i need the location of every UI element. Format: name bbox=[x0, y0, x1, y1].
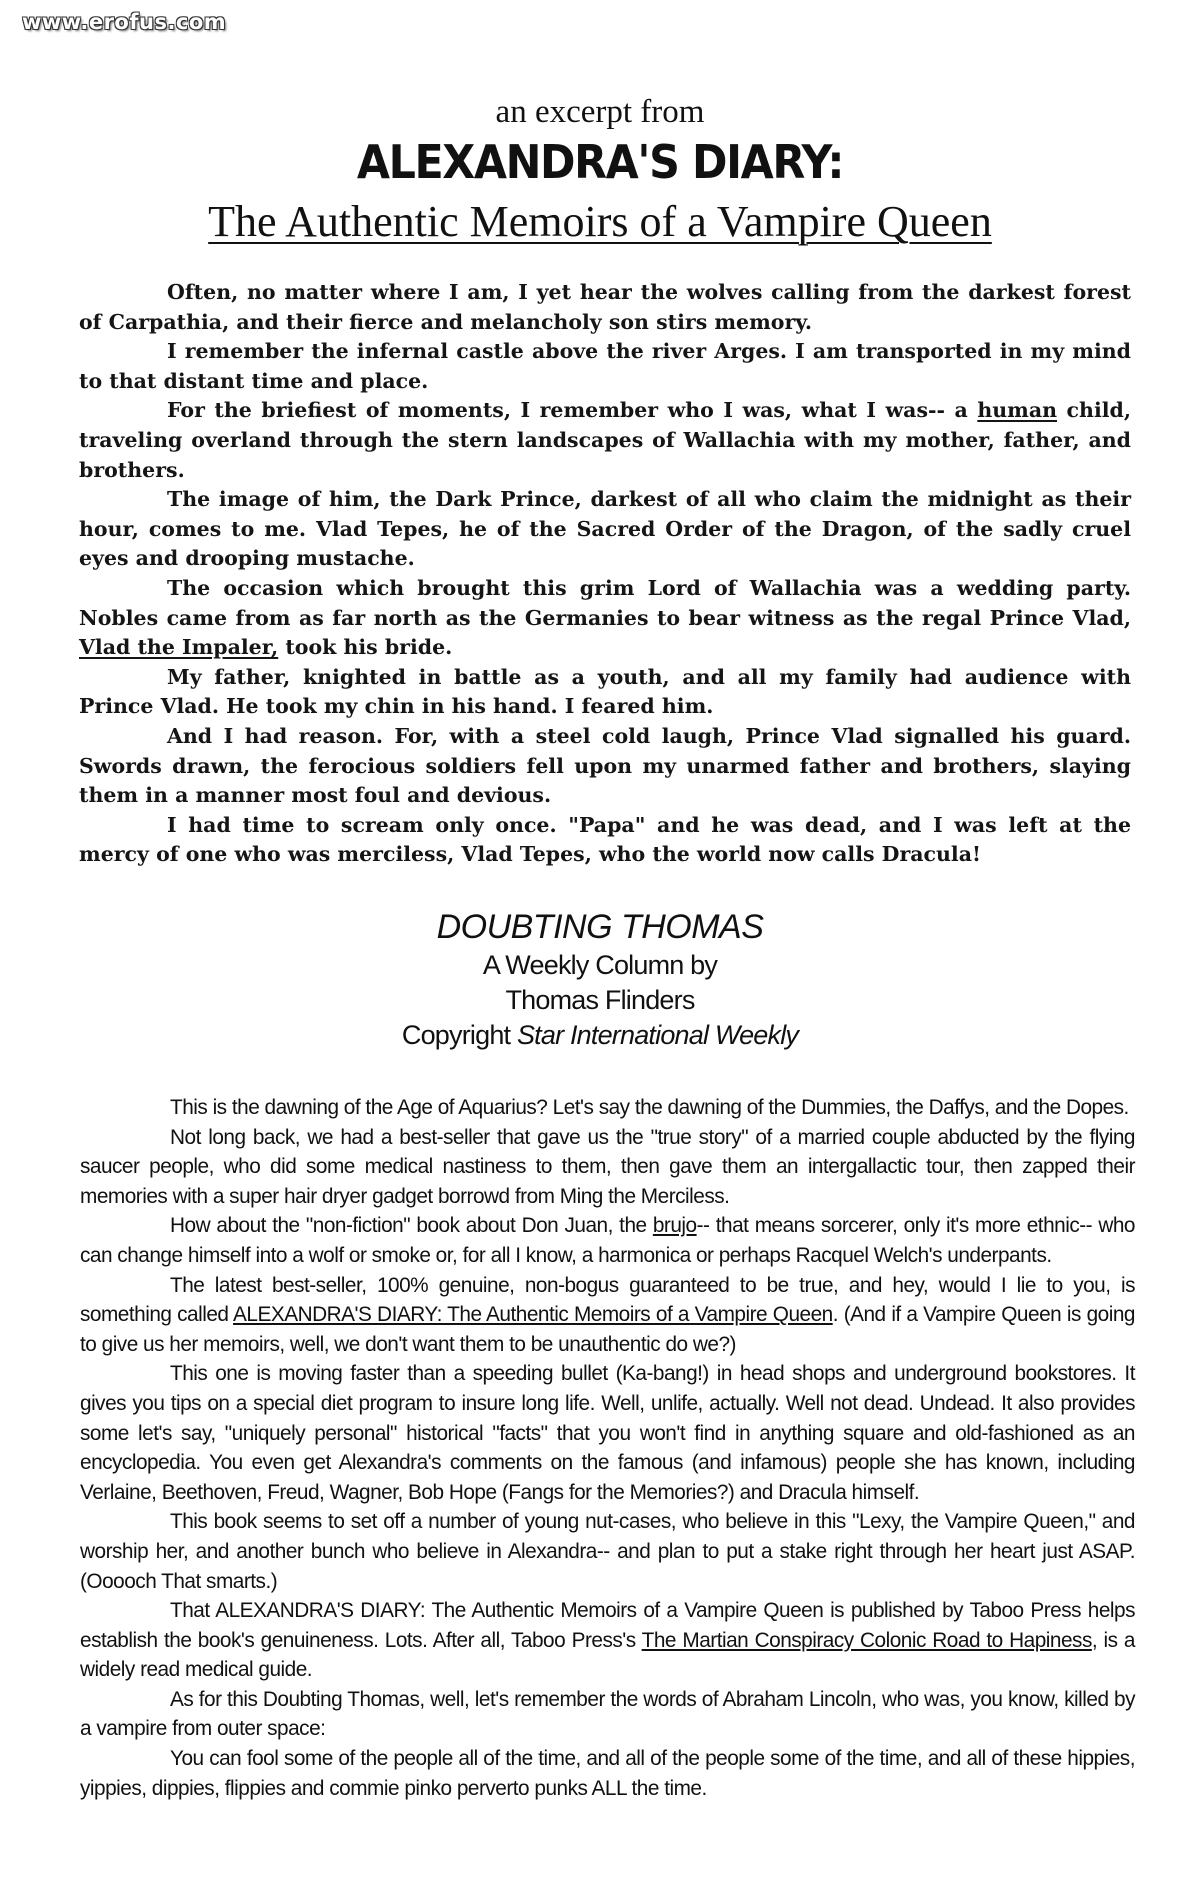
article-paragraph: This is the dawning of the Age of Aquarius? Let's say the dawning of the Dummies, the Daffys, and the Dopes. bbox=[170, 1096, 1129, 1119]
excerpt-label: an excerpt from bbox=[495, 94, 705, 130]
column-title: DOUBTING THOMAS bbox=[436, 908, 764, 946]
article-underlined-text: ALEXANDRA'S DIARY: The Authentic Memoirs of a Vampire Queen bbox=[233, 1303, 833, 1327]
article-paragraph: As for this Doubting Thomas, well, let's remember the words of Abraham Lincoln, who was, you know, killed by a vampire from outer space: bbox=[80, 1687, 1135, 1741]
article-text: . (And if a Vampire Queen is going to give us her memoirs, well, we don't want them to be unauthentic do we?) bbox=[80, 1303, 1135, 1356]
diary-paragraph: I remember the infernal castle above the river Arges. I am transported in my mind to that distant time and place. bbox=[79, 339, 1131, 393]
diary-underlined-text: Vlad the Impaler, bbox=[79, 635, 279, 660]
diary-paragraph bbox=[79, 396, 1131, 485]
diary-paragraph: Often, no matter where I am, I yet hear the wolves calling from the darkest forest of Carpathia, and their fierce and melancholy son stirs memory. bbox=[79, 280, 1131, 334]
diary-text: child, traveling overland through the stern landscapes of Wallachia with my mother, father, and brothers. bbox=[79, 398, 1131, 482]
diary-paragraph bbox=[79, 574, 1131, 663]
article-paragraph: You can fool some of the people all of the time, and all of the people some of the time, and all of these hippies, yippies, dippies, flippies and commie pinko perverto punks ALL the time. bbox=[80, 1747, 1135, 1800]
publication-name: Star International Weekly bbox=[516, 1020, 799, 1050]
book-subtitle: The Authentic Memoirs of a Vampire Queen bbox=[208, 197, 992, 246]
excerpt-header bbox=[0, 92, 1200, 250]
article-paragraph bbox=[80, 1596, 1135, 1685]
diary-underlined-text: human bbox=[977, 398, 1058, 423]
column-header bbox=[0, 906, 1200, 1053]
watermark-text: www.erofus.com bbox=[22, 10, 227, 34]
diary-paragraph: And I had reason. For, with a steel cold laugh, Prince Vlad signalled his guard. Swords drawn, the ferocious soldiers fell upon my unarmed father and brothers, slaying them in a manner most foul and devious. bbox=[79, 723, 1131, 808]
diary-text: The occasion which brought this grim Lord of Wallachia was a wedding party. Nobles came from as far north as the Germanies to bear witness as the regal Prince Vlad, bbox=[79, 575, 1131, 630]
article-underlined-text: brujo bbox=[652, 1214, 697, 1238]
article-paragraph bbox=[80, 1271, 1135, 1360]
article-text: The latest best-seller, 100% genuine, non-bogus guaranteed to be true, and hey, would I lie to you, is something called bbox=[80, 1273, 1135, 1327]
column-article bbox=[80, 1093, 1135, 1803]
article-paragraph: Not long back, we had a best-seller that gave us the "true story" of a married couple abducted by the flying saucer people, who did some medical nastiness to them, then gave them an intergallactic tour, then zapped their memories with a super hair dryer gadget borrowd from Ming the Merciless. bbox=[80, 1125, 1135, 1208]
article-text: How about the "non-fiction" book about Don Juan, the bbox=[170, 1214, 653, 1238]
column-author: Thomas Flinders bbox=[505, 985, 695, 1015]
diary-paragraph: My father, knighted in battle as a youth, and all my family had audience with Prince Vlad. He took my chin in his hand. I feared him. bbox=[79, 664, 1131, 719]
book-title: ALEXANDRA'S DIARY: bbox=[356, 135, 844, 189]
diary-excerpt bbox=[79, 278, 1131, 870]
column-copyright bbox=[0, 1018, 1200, 1053]
article-text: That ALEXANDRA'S DIARY: The Authentic Memoirs of a Vampire Queen is published by Taboo Press helps establish the book's genuineness. Lots. After all, Taboo Press's bbox=[80, 1599, 1135, 1652]
diary-text: took his bride. bbox=[278, 635, 453, 660]
article-underlined-text: The Martian Conspiracy Colonic Road to Hapiness bbox=[641, 1628, 1092, 1652]
article-text: -- that means sorcerer, only it's more ethnic-- who can change himself into a wolf or smoke or, for all I know, a harmonica or perhaps Racquel Welch's underpants. bbox=[80, 1214, 1135, 1267]
column-byline: A Weekly Column by bbox=[482, 950, 718, 980]
article-paragraph: This one is moving faster than a speeding bullet (Ka-bang!) in head shops and underground bookstores. It gives you tips on a special diet program to insure long life. Well, unlife, actually. Well not dead. Undead. It also provides some let's say, "uniquely personal" historical "facts" that you won't find in anything square and old-fashioned as an encyclopedia. You even get Alexandra's comments on the famous (and infamous) people she has known, including Verlaine, Beethoven, Freud, Wagner, Bob Hope (Fangs for the Memories?) and Dracula himself. bbox=[80, 1362, 1135, 1504]
diary-text: For the briefiest of moments, I remember who I was, what I was-- a bbox=[167, 398, 978, 423]
article-text: , is a widely read medical guide. bbox=[80, 1628, 1135, 1682]
copyright-label: Copyright bbox=[401, 1020, 511, 1050]
diary-paragraph: I had time to scream only once. "Papa" and he was dead, and I was left at the mercy of one who was merciless, Vlad Tepes, who the world now calls Dracula! bbox=[79, 812, 1131, 867]
article-paragraph: This book seems to set off a number of young nut-cases, who believe in this "Lexy, the Vampire Queen," and worship her, and another bunch who believe in Alexandra-- and plan to put a stake right through her heart just ASAP. (Ooooch That smarts.) bbox=[80, 1510, 1135, 1593]
diary-paragraph: The image of him, the Dark Prince, darkest of all who claim the midnight as their hour, comes to me. Vlad Tepes, he of the Sacred Order of the Dragon, of the sadly cruel eyes and drooping mustache. bbox=[79, 487, 1131, 571]
article-paragraph bbox=[80, 1211, 1135, 1270]
